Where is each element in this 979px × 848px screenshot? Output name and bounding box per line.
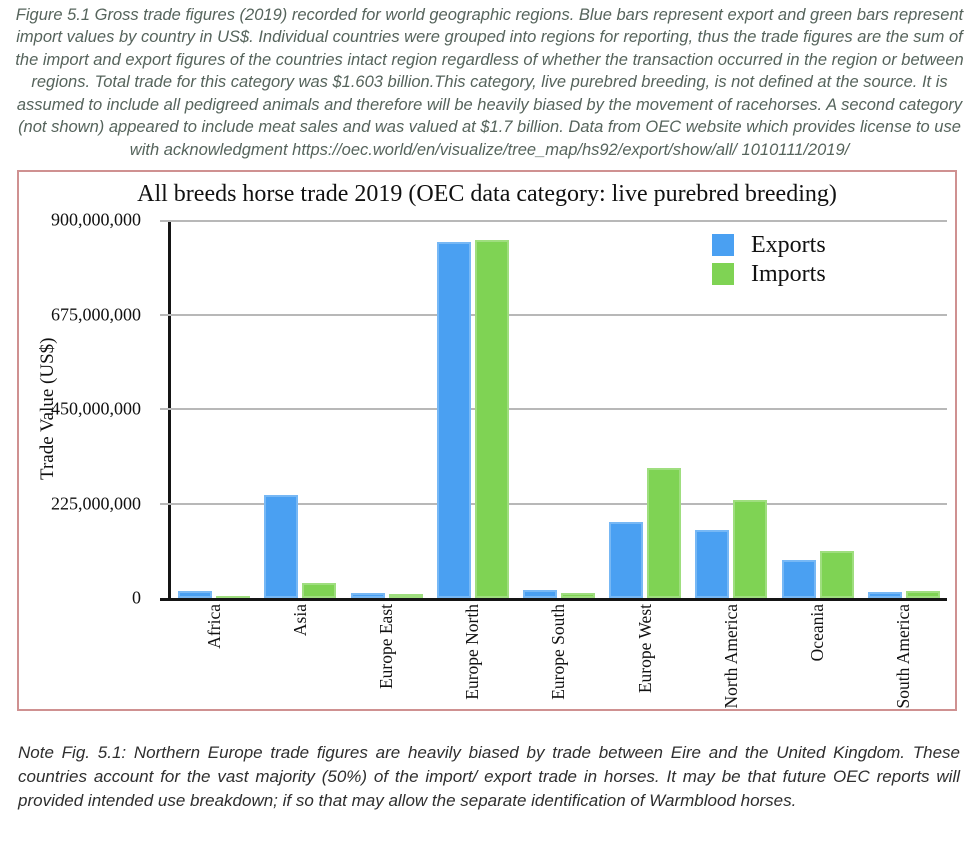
x-label-column [775,604,861,709]
bar-exports-oceania [782,560,816,598]
bar-group-europe-east [343,593,429,598]
bar-group-africa [171,591,257,598]
legend-label-imports: Imports [751,261,826,288]
x-axis-label: Europe West [634,604,655,694]
x-axis-label: Africa [203,604,224,649]
bar-group-north-america [688,500,774,598]
x-label-column [688,604,774,709]
x-axis-label: Europe South [548,604,569,700]
x-label-column [516,604,602,709]
bar-exports-europe-east [351,593,385,598]
y-tick-label: 225,000,000 [51,493,141,514]
x-axis-origin-tick [160,598,171,601]
legend-entry-imports [712,262,826,286]
bar-exports-north-america [695,530,729,598]
bar-exports-south-america [868,592,902,598]
bar-imports-europe-south [561,593,595,598]
bar-exports-africa [178,591,212,598]
figure-note: Note Fig. 5.1: Northern Europe trade figures are heavily biased by trade between Eire and the United Kingdom. These countries account for the vast majority (50%) of the import/ export trade in horses. It may be that future OEC reports will provided intended use breakdown; if so that may allow the separate identification of Warmblood horses. [18,743,960,811]
y-axis-tick-labels [19,209,147,608]
bar-imports-oceania [820,551,854,598]
figure-caption [12,4,967,161]
x-label-column [171,604,257,709]
x-label-column [602,604,688,709]
bar-series-container [171,220,947,598]
bar-imports-south-america [906,591,940,598]
legend-entry-exports [712,233,826,257]
x-label-column [343,604,429,709]
y-tick-label: 900,000,000 [51,209,141,230]
x-label-column [257,604,343,709]
bar-imports-europe-east [389,594,423,598]
x-axis-label: South America [893,604,914,709]
chart-title: All breeds horse trade 2019 (OEC data category: live purebred breeding) [137,181,837,208]
bar-exports-europe-south [523,590,557,598]
bar-group-europe-west [602,468,688,598]
bar-exports-asia [264,495,298,598]
bar-imports-asia [302,583,336,598]
chart-legend [712,233,826,291]
bar-imports-north-america [733,500,767,598]
y-axis-title: Trade Value (US$) [37,337,58,481]
x-axis-label: Europe East [376,604,397,690]
x-axis-label: Europe North [462,604,483,700]
bar-exports-europe-west [609,522,643,598]
x-axis-label: Oceania [807,604,828,662]
x-axis-label: North America [720,604,741,709]
bar-group-asia [257,495,343,598]
bar-exports-europe-north [437,242,471,598]
chart-figure [17,170,957,711]
bar-group-south-america [861,591,947,598]
x-axis-labels [171,604,947,709]
bar-imports-europe-west [647,468,681,598]
bar-group-oceania [775,551,861,598]
imports-color-swatch [712,263,734,285]
bar-imports-africa [216,596,250,598]
x-axis-label: Asia [289,604,310,637]
plot-area [168,220,947,601]
x-label-column [430,604,516,709]
figure-caption-text: Figure 5.1 Gross trade figures (2019) recorded for world geographic regions. Blue bars represent export and green bars represent import values by country in US$. Individual countries were grouped into regions for reporting, thus the trade figures are the sum of the import and export figures of the countries intact region regardless of whether the transaction occurred in the region or between regions. Total trade for this category was $1.603 billion.This category, live purebred breeding, is not defined at the source. It is assumed to include all pedigreed animals and therefore will be heavily biased by the movement of racehorses. A second category (not shown) appeared to include meat sales and was valued at $1.7 billion. Data from OEC website which provides license to use with acknowledgment [15,6,964,159]
figure-caption-url: https://oec.world/en/visualize/tree_map/hs92/export/show/all/ 1010111/2019/ [292,140,850,159]
bar-group-europe-north [430,240,516,598]
bar-imports-europe-north [475,240,509,598]
y-tick-label: 0 [132,587,141,608]
y-tick-label: 675,000,000 [51,304,141,325]
y-tick-label: 450,000,000 [51,398,141,419]
legend-label-exports: Exports [751,232,826,259]
exports-color-swatch [712,234,734,256]
x-label-column [861,604,947,709]
bar-group-europe-south [516,590,602,598]
